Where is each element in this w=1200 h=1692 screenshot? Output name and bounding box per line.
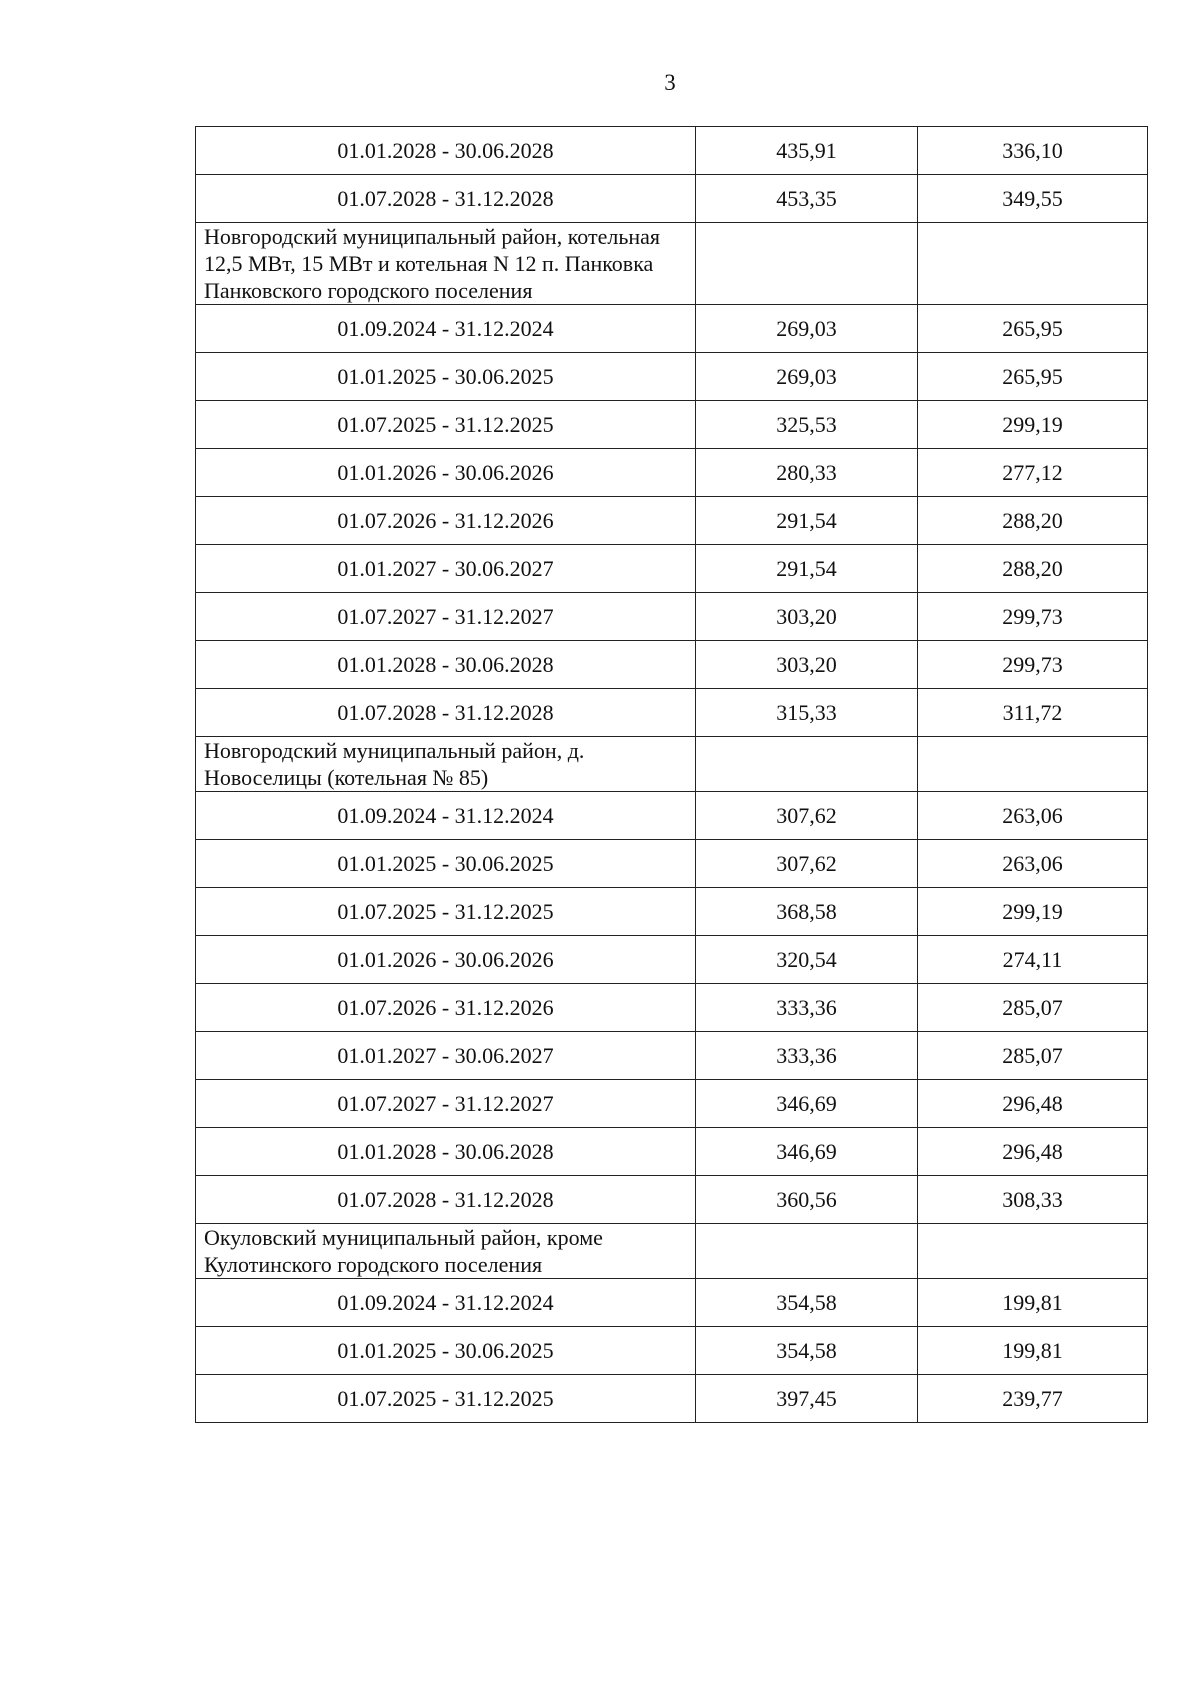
empty-cell: [918, 223, 1148, 305]
value-cell-1: 307,62: [696, 792, 918, 840]
empty-cell: [696, 1224, 918, 1279]
period-cell: 01.01.2025 - 30.06.2025: [196, 840, 696, 888]
value-cell-2: 311,72: [918, 689, 1148, 737]
value-cell-2: 265,95: [918, 305, 1148, 353]
section-title-cell: Новгородский муниципальный район, котельная 12,5 МВт, 15 МВт и котельная N 12 п. Панковка Панковского городского поселения: [196, 223, 696, 305]
value-cell-2: 263,06: [918, 840, 1148, 888]
value-cell-1: 333,36: [696, 984, 918, 1032]
table-row: [196, 689, 1148, 737]
period-cell: 01.09.2024 - 31.12.2024: [196, 792, 696, 840]
value-cell-1: 397,45: [696, 1375, 918, 1423]
table-row: [196, 1375, 1148, 1423]
table-row: [196, 497, 1148, 545]
value-cell-2: 296,48: [918, 1128, 1148, 1176]
table-row: [196, 1176, 1148, 1224]
value-cell-2: 296,48: [918, 1080, 1148, 1128]
empty-cell: [918, 1224, 1148, 1279]
value-cell-2: 299,73: [918, 641, 1148, 689]
table-row: [196, 1279, 1148, 1327]
table-row: [196, 545, 1148, 593]
value-cell-1: 368,58: [696, 888, 918, 936]
period-cell: 01.01.2027 - 30.06.2027: [196, 1032, 696, 1080]
period-cell: 01.07.2027 - 31.12.2027: [196, 593, 696, 641]
value-cell-1: 354,58: [696, 1327, 918, 1375]
table-row: [196, 888, 1148, 936]
page-number: 3: [664, 70, 676, 95]
period-cell: 01.01.2028 - 30.06.2028: [196, 127, 696, 175]
value-cell-2: 308,33: [918, 1176, 1148, 1224]
empty-cell: [918, 737, 1148, 792]
table-row: [196, 936, 1148, 984]
period-cell: 01.07.2028 - 31.12.2028: [196, 175, 696, 223]
value-cell-1: 280,33: [696, 449, 918, 497]
value-cell-1: 333,36: [696, 1032, 918, 1080]
value-cell-1: 360,56: [696, 1176, 918, 1224]
table-row: [196, 792, 1148, 840]
value-cell-1: 435,91: [696, 127, 918, 175]
value-cell-2: 336,10: [918, 127, 1148, 175]
value-cell-1: 307,62: [696, 840, 918, 888]
value-cell-1: 346,69: [696, 1128, 918, 1176]
period-cell: 01.07.2026 - 31.12.2026: [196, 497, 696, 545]
value-cell-1: 291,54: [696, 545, 918, 593]
value-cell-1: 354,58: [696, 1279, 918, 1327]
table-row: [196, 305, 1148, 353]
value-cell-2: 277,12: [918, 449, 1148, 497]
value-cell-1: 325,53: [696, 401, 918, 449]
period-cell: 01.09.2024 - 31.12.2024: [196, 305, 696, 353]
value-cell-1: 453,35: [696, 175, 918, 223]
value-cell-2: 274,11: [918, 936, 1148, 984]
period-cell: 01.07.2026 - 31.12.2026: [196, 984, 696, 1032]
table-row: [196, 1327, 1148, 1375]
value-cell-1: 346,69: [696, 1080, 918, 1128]
value-cell-2: 199,81: [918, 1327, 1148, 1375]
period-cell: 01.07.2025 - 31.12.2025: [196, 888, 696, 936]
value-cell-2: 288,20: [918, 545, 1148, 593]
period-cell: 01.07.2028 - 31.12.2028: [196, 689, 696, 737]
table-row: [196, 1128, 1148, 1176]
value-cell-2: 349,55: [918, 175, 1148, 223]
tariff-table: [195, 126, 1148, 1423]
period-cell: 01.01.2028 - 30.06.2028: [196, 641, 696, 689]
value-cell-1: 303,20: [696, 641, 918, 689]
table-row: [196, 593, 1148, 641]
value-cell-2: 299,19: [918, 888, 1148, 936]
value-cell-1: 269,03: [696, 353, 918, 401]
value-cell-2: 288,20: [918, 497, 1148, 545]
value-cell-2: 263,06: [918, 792, 1148, 840]
period-cell: 01.01.2027 - 30.06.2027: [196, 545, 696, 593]
section-row: [196, 1224, 1148, 1279]
period-cell: 01.07.2028 - 31.12.2028: [196, 1176, 696, 1224]
empty-cell: [696, 223, 918, 305]
table-row: [196, 641, 1148, 689]
section-row: [196, 737, 1148, 792]
table-row: [196, 984, 1148, 1032]
section-row: [196, 223, 1148, 305]
table-row: [196, 353, 1148, 401]
section-title-cell: Новгородский муниципальный район, д. Новоселицы (котельная № 85): [196, 737, 696, 792]
table-row: [196, 175, 1148, 223]
table-row: [196, 1032, 1148, 1080]
value-cell-1: 291,54: [696, 497, 918, 545]
period-cell: 01.01.2025 - 30.06.2025: [196, 353, 696, 401]
section-title-cell: Окуловский муниципальный район, кроме Кулотинского городского поселения: [196, 1224, 696, 1279]
period-cell: 01.01.2026 - 30.06.2026: [196, 936, 696, 984]
table-row: [196, 1080, 1148, 1128]
table-row: [196, 449, 1148, 497]
value-cell-1: 320,54: [696, 936, 918, 984]
value-cell-1: 269,03: [696, 305, 918, 353]
value-cell-2: 299,73: [918, 593, 1148, 641]
period-cell: 01.07.2027 - 31.12.2027: [196, 1080, 696, 1128]
value-cell-2: 299,19: [918, 401, 1148, 449]
value-cell-2: 239,77: [918, 1375, 1148, 1423]
period-cell: 01.01.2026 - 30.06.2026: [196, 449, 696, 497]
period-cell: 01.09.2024 - 31.12.2024: [196, 1279, 696, 1327]
period-cell: 01.01.2025 - 30.06.2025: [196, 1327, 696, 1375]
period-cell: 01.07.2025 - 31.12.2025: [196, 401, 696, 449]
period-cell: 01.01.2028 - 30.06.2028: [196, 1128, 696, 1176]
table-row: [196, 127, 1148, 175]
value-cell-2: 199,81: [918, 1279, 1148, 1327]
value-cell-2: 285,07: [918, 984, 1148, 1032]
value-cell-2: 285,07: [918, 1032, 1148, 1080]
value-cell-1: 303,20: [696, 593, 918, 641]
table-row: [196, 840, 1148, 888]
value-cell-2: 265,95: [918, 353, 1148, 401]
empty-cell: [696, 737, 918, 792]
value-cell-1: 315,33: [696, 689, 918, 737]
table-body: [196, 127, 1148, 1423]
period-cell: 01.07.2025 - 31.12.2025: [196, 1375, 696, 1423]
table-row: [196, 401, 1148, 449]
